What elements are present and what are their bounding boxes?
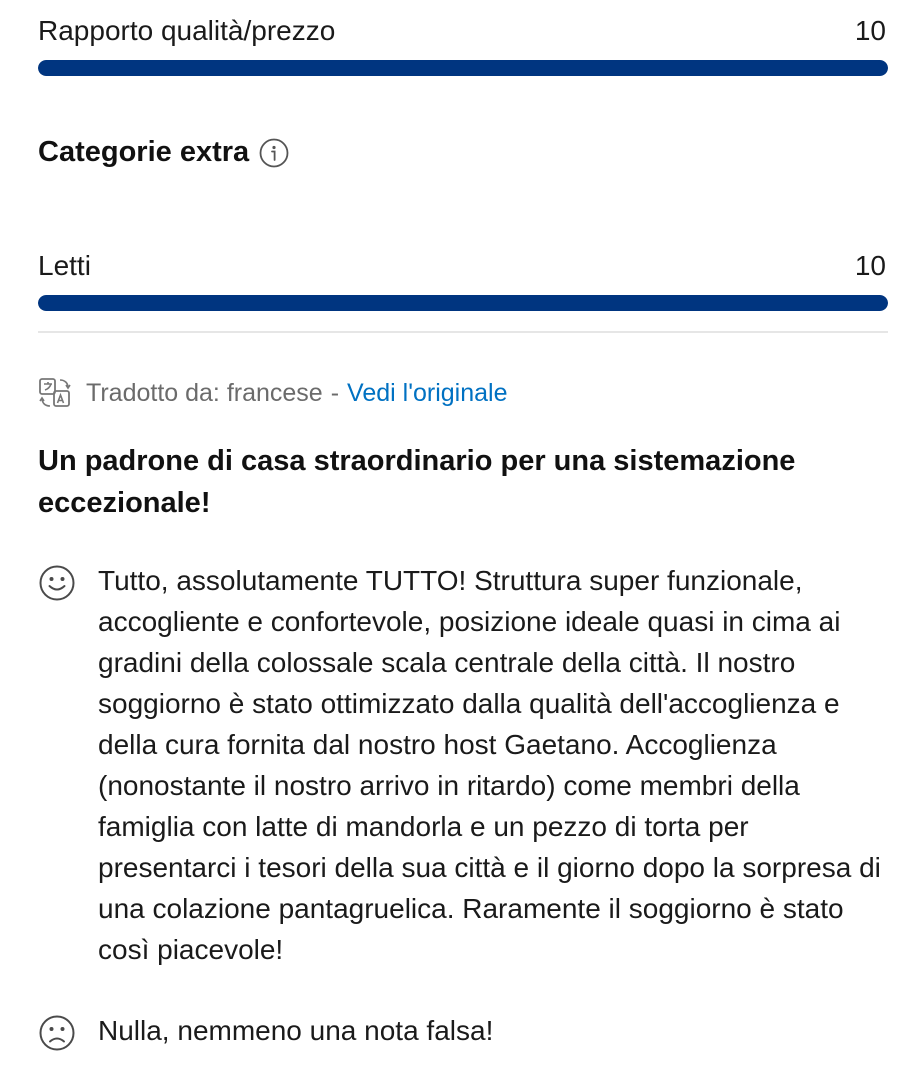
- extra-categories-heading: [38, 136, 289, 169]
- view-original-link[interactable]: Vedi l'originale: [347, 378, 508, 407]
- translation-source: Tradotto da: francese: [86, 378, 323, 407]
- score-bar-fill: [38, 295, 888, 311]
- score-value: 10: [854, 250, 886, 281]
- score-label: Letti: [38, 250, 91, 281]
- review-positive-text: Tutto, assolutamente TUTTO! Struttura super funzionale, accogliente e confortevole, posizione ideale quasi in cima ai gradini della colossale scala centrale della città. Il nostro soggiorno è stato ottimizzato dalla qualità dell'accoglienza e della cura fornita dal nostro host Gaetano. Accoglienza (nonostante il nostro arrivo in ritardo) come membri della famiglia con latte di mandorla e un pezzo di torta per presentarci i tesori della sua città e il giorno dopo la sorpresa di una colazione pantagruelica. Raramente il soggiorno è stato così piacevole!: [98, 565, 881, 965]
- extra-categories-title: Categorie extra: [38, 136, 250, 168]
- review-positive: [38, 560, 898, 970]
- score-label: Rapporto qualità/prezzo: [38, 15, 336, 46]
- translation-separator: -: [330, 378, 340, 407]
- score-bar-fill: [38, 60, 888, 76]
- frown-icon: [38, 1014, 76, 1052]
- score-row-beds: [38, 249, 888, 311]
- translation-notice: [38, 376, 507, 410]
- score-bar: [38, 295, 888, 311]
- divider: [38, 331, 888, 333]
- translate-icon: [38, 376, 72, 410]
- review-negative-text: Nulla, nemmeno una nota falsa!: [98, 1015, 494, 1046]
- score-bar: [38, 60, 888, 76]
- score-row-quality: [38, 14, 888, 76]
- smiley-icon: [38, 564, 76, 602]
- review-negative: [38, 1010, 898, 1052]
- score-value: 10: [854, 15, 886, 46]
- review-title: Un padrone di casa straordinario per una sistemazione eccezionale!: [38, 445, 796, 519]
- info-icon[interactable]: [259, 138, 289, 168]
